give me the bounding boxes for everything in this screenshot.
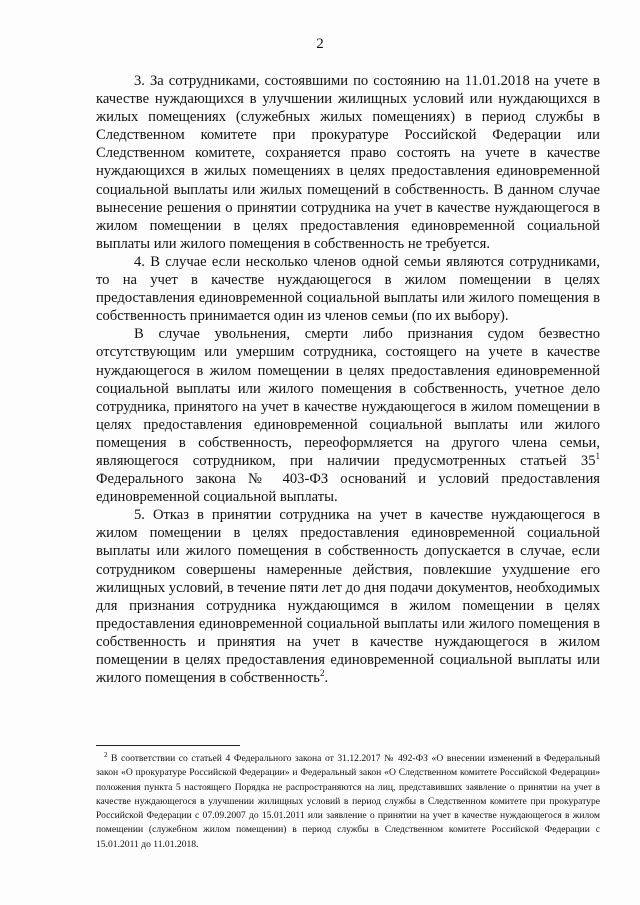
paragraph-text: 4. В случае если несколько членов одной семьи являются сотрудниками, то на учет в качестве нуждающегося в жилом помещении в целях предоставления единовременной социальной выплаты или жилого помещения в собственность принимается один из членов семьи (по их выбору). — [96, 253, 600, 325]
paragraph-text: 3. За сотрудниками, состоявшими по состоянию на 11.01.2018 на учете в качестве нуждающихся в улучшении жилищных условий или нуждающихся в жилых помещениях (служебных жилых помещениях) в период службы в Следственном комитете при прокуратуре Российской Федерации или Следственном комитете, сохраняется право состоять на учете в качестве нуждающихся в жилых помещениях в целях предоставления единовременной социальной выплаты или жилых помещений в собственность. В данном случае вынесение решения о принятии сотрудника на учет в качестве нуждающегося в жилом помещении в целях предоставления единовременной социальной выплаты или жилого помещения в собственность не требуется. — [96, 73, 600, 252]
paragraph-tail: . — [324, 670, 329, 687]
paragraph-4 — [96, 253, 600, 325]
footnote — [96, 752, 600, 852]
paragraph-text: В случае увольнения, смерти либо признания судом безвестно отсутствующим или умершим сотрудника, состоящего на учете в качестве нуждающегося в жилом помещении в целях предоставления единовременной социальной выплаты или жилого помещения в собственность, учетное дело сотрудника, принятого на учет в качестве нуждающегося в жилом помещении в целях предоставления единовременной социальной выплаты или жилого помещения в собственность, переоформляется на другого члена семьи, являющегося сотрудником, при наличии предусмотренных статьей 35 — [96, 326, 600, 469]
footnote-reference: 2 — [319, 668, 325, 679]
paragraph-4-continued — [96, 325, 600, 506]
page-number: 2 — [316, 36, 324, 52]
footnote-divider — [96, 745, 240, 746]
paragraph-3 — [96, 72, 600, 253]
paragraph-5 — [96, 506, 600, 687]
footnote-body: В соответствии со статьей 4 Федерального закона от 31.12.2017 № 492-ФЗ «О внесении изменений в Федеральный закон «О прокуратуре Российской Федерации» и Федеральный закон «О Следственном комитете Российской Федерации» положения пункта 5 настоящего Порядка не распространяются на лиц, представивших заявление о принятии на учет в качестве нуждающегося в улучшении жилищных условий в период службы в Следственном комитете при прокуратуре Российской Федерации с 07.09.2007 до 15.01.2011 или заявление о принятии на учет в качестве нуждающегося в жилом помещении (служебном жилом помещении) в период службы в Следственном комитете Российской Федерации с 15.01.2011 до 11.01.2018. — [96, 753, 600, 850]
paragraph-tail: Федерального закона № 403-ФЗ оснований и условий предоставления единовременной социальной выплаты. — [96, 471, 600, 506]
document-body — [96, 72, 600, 687]
paragraph-text: 5. Отказ в принятии сотрудника на учет в качестве нуждающегося в жилом помещении в целях предоставления единовременной социальной выплаты или жилого помещения в собственность допускается в случае, если сотрудником совершены намеренные действия, повлекшие ухудшение его жилищных условий, в течение пяти лет до дня подачи документов, необходимых для признания сотрудника нуждающимся в жилом помещении в целях предоставления единовременной социальной выплаты или жилого помещения в собственность и принятия на учет в качестве нуждающегося в жилом помещении в целях предоставления единовременной социальной выплаты или жилого помещения в собственность — [96, 507, 600, 687]
footnote-reference: 1 — [595, 451, 600, 462]
footnote-marker: 2 — [104, 750, 108, 759]
footnote-text — [96, 752, 600, 852]
